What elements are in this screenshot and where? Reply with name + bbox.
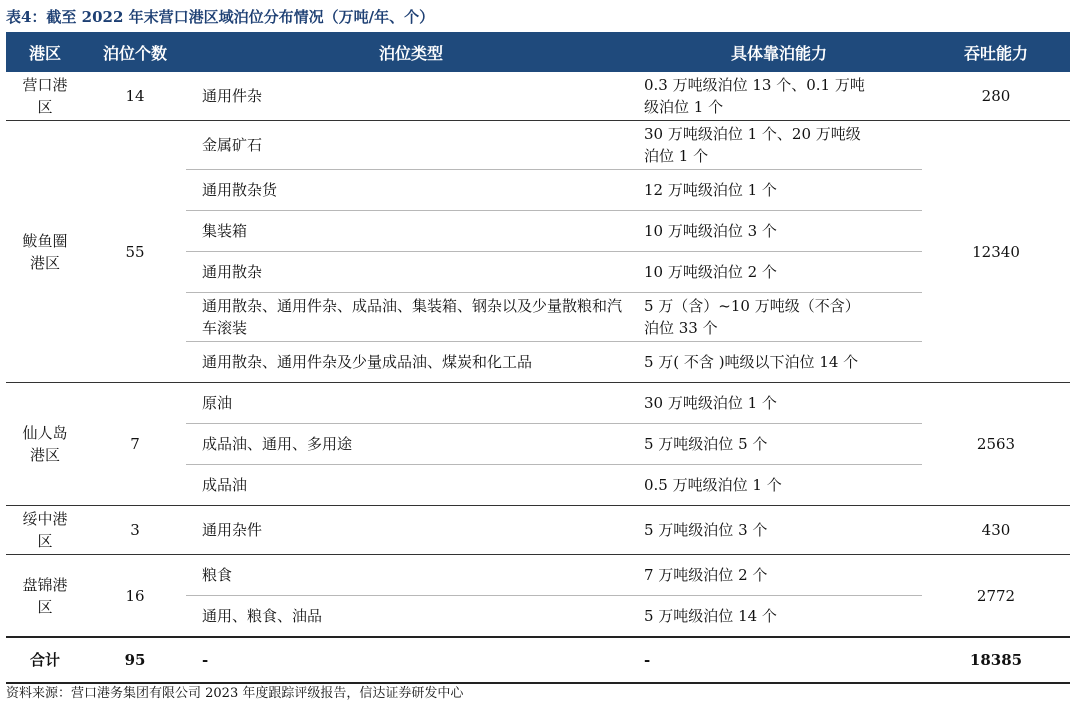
detail-cell: 10 万吨级泊位 2 个	[636, 252, 922, 293]
type-cell: 成品油、通用、多用途	[186, 424, 636, 465]
table-header	[6, 32, 1070, 72]
header-count: 泊位个数	[84, 32, 186, 72]
header-type: 泊位类型	[186, 32, 636, 72]
detail-cell: 30 万吨级泊位 1 个、20 万吨级 泊位 1 个	[636, 121, 922, 170]
detail-cell: 5 万（含）~10 万吨级（不含） 泊位 33 个	[636, 293, 922, 342]
type-cell: 通用散杂货	[186, 170, 636, 211]
source-note: 资料来源：营口港务集团有限公司 2023 年度跟踪评级报告，信达证券研发中心	[6, 686, 464, 701]
total-count: 95	[84, 637, 186, 683]
type-cell: 金属矿石	[186, 121, 636, 170]
type-cell: 通用散杂	[186, 252, 636, 293]
capacity-cell: 12340	[922, 121, 1070, 383]
area-cell: 营口港 区	[6, 72, 84, 121]
table-row	[6, 555, 1070, 596]
table-title: 表4：截至 2022 年末营口港区域泊位分布情况（万吨/年、个）	[6, 8, 435, 26]
berth-table	[6, 32, 1070, 684]
type-cell: 通用杂件	[186, 506, 636, 555]
detail-cell: 12 万吨级泊位 1 个	[636, 170, 922, 211]
header-detail: 具体靠泊能力	[636, 32, 922, 72]
detail-cell: 0.3 万吨级泊位 13 个、0.1 万吨 级泊位 1 个	[636, 72, 922, 121]
count-cell: 16	[125, 586, 145, 605]
detail-cell: 0.5 万吨级泊位 1 个	[636, 465, 922, 506]
area-cell: 盘锦港 区	[22, 575, 68, 616]
total-capacity: 18385	[922, 637, 1070, 683]
detail-cell: 5 万( 不含 )吨级以下泊位 14 个	[636, 342, 922, 383]
area-cell: 鲅鱼圈 港区	[6, 121, 84, 383]
count-cell: 55	[84, 121, 186, 383]
type-cell: 集装箱	[186, 211, 636, 252]
table-row	[6, 121, 1070, 170]
detail-cell: 5 万吨级泊位 5 个	[636, 424, 922, 465]
table-row	[6, 506, 1070, 555]
capacity-cell: 280	[922, 72, 1070, 121]
capacity-cell: 2772	[976, 586, 1016, 605]
count-cell: 14	[84, 72, 186, 121]
area-cell: 绥中港 区	[6, 506, 84, 555]
total-detail: -	[636, 637, 922, 683]
type-cell: 粮食	[186, 555, 636, 596]
detail-cell: 7 万吨级泊位 2 个	[636, 555, 922, 596]
type-cell: 成品油	[186, 465, 636, 506]
table-row	[6, 72, 1070, 121]
detail-cell: 5 万吨级泊位 3 个	[636, 506, 922, 555]
count-cell: 3	[84, 506, 186, 555]
header-area: 港区	[6, 32, 84, 72]
type-cell: 原油	[186, 383, 636, 424]
total-type: -	[186, 637, 636, 683]
header-capacity: 吞吐能力	[922, 32, 1070, 72]
type-cell: 通用散杂、通用件杂及少量成品油、煤炭和化工品	[186, 342, 636, 383]
capacity-cell: 430	[922, 506, 1070, 555]
detail-cell: 30 万吨级泊位 1 个	[636, 383, 922, 424]
total-label: 合计	[6, 637, 84, 683]
type-cell: 通用件杂	[186, 72, 636, 121]
type-cell: 通用散杂、通用件杂、成品油、集装箱、钢杂以及少量散粮和汽车滚装	[186, 293, 636, 342]
detail-cell: 10 万吨级泊位 3 个	[636, 211, 922, 252]
type-cell: 通用、粮食、油品	[202, 607, 323, 625]
count-cell: 7	[84, 383, 186, 506]
table-row	[6, 383, 1070, 424]
area-cell: 仙人岛 港区	[6, 383, 84, 506]
total-row	[6, 637, 1070, 683]
capacity-cell: 2563	[922, 383, 1070, 506]
detail-cell: 5 万吨级泊位 14 个	[644, 607, 777, 625]
